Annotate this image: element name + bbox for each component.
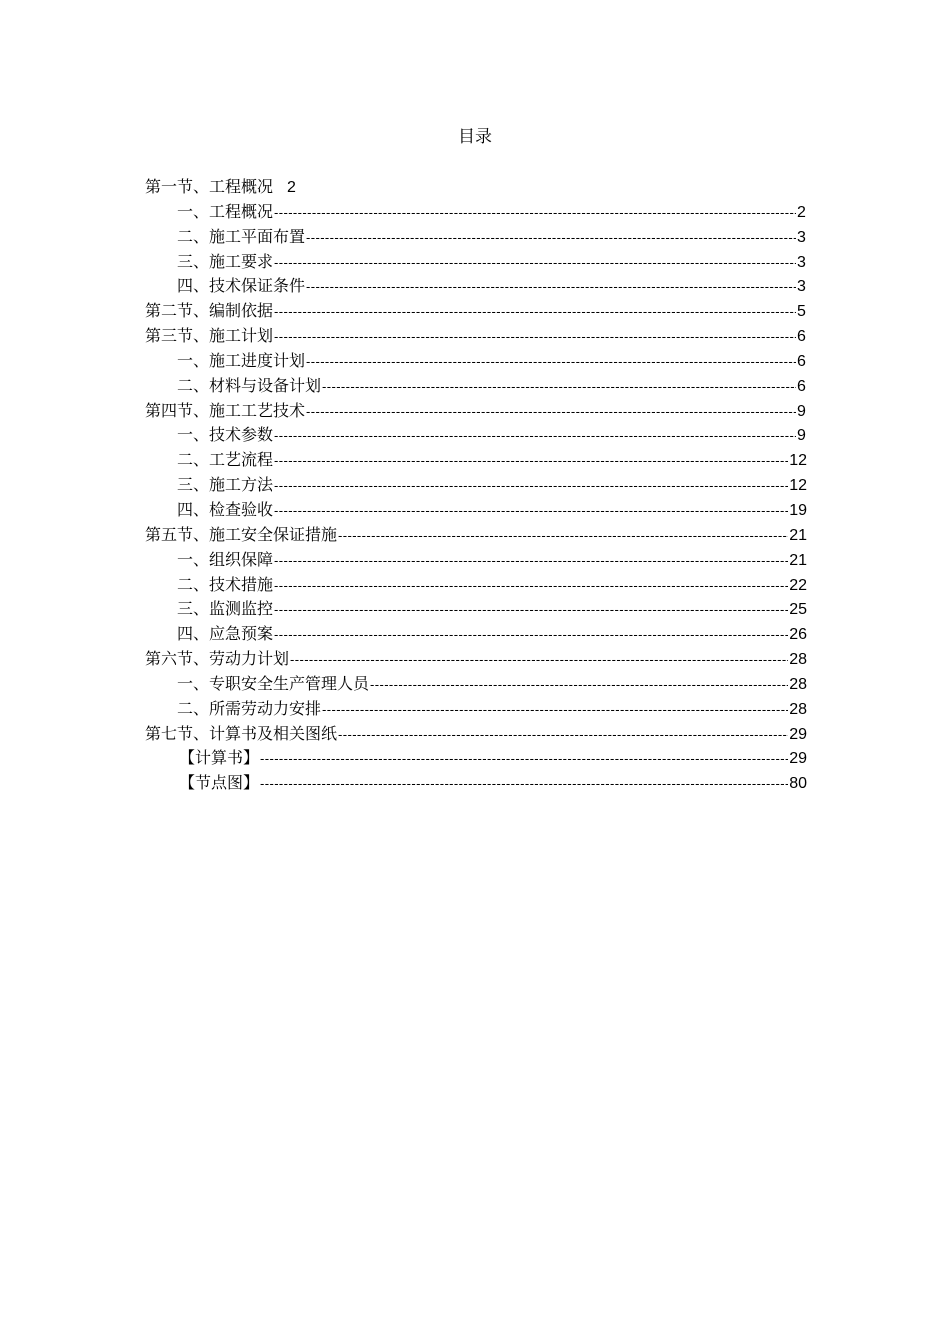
toc-dot-leader: [338, 723, 788, 748]
toc-entry-label: 第二节、编制依据: [145, 301, 274, 321]
toc-entry-label: 第三节、施工计划: [145, 326, 274, 346]
toc-entry-label: 【计算书】: [179, 748, 260, 768]
toc-entry[interactable]: [145, 299, 807, 324]
toc-entry-page-number: 80: [789, 775, 807, 793]
toc-entry-label: 二、技术措施: [177, 574, 274, 594]
toc-entry-label: 二、所需劳动力安排: [177, 698, 322, 718]
toc-entry[interactable]: [145, 175, 807, 200]
toc-entry[interactable]: [145, 672, 807, 697]
toc-entry-label: 一、专职安全生产管理人员: [177, 673, 370, 693]
toc-entry-page-number: 29: [789, 750, 807, 768]
toc-entry-label: 一、工程概况: [177, 201, 274, 221]
toc-dot-leader: [322, 698, 788, 723]
toc-dot-leader: [274, 549, 788, 574]
toc-list: [145, 175, 807, 796]
toc-entry-label: 一、组织保障: [177, 549, 274, 569]
toc-entry[interactable]: [145, 597, 807, 622]
toc-dot-leader: [274, 449, 788, 474]
toc-entry[interactable]: [145, 523, 807, 548]
toc-entry[interactable]: [145, 498, 807, 523]
toc-entry-label: 一、技术参数: [177, 425, 274, 445]
toc-entry-label: 二、施工平面布置: [177, 226, 306, 246]
toc-entry[interactable]: [145, 622, 807, 647]
toc-entry-label: 二、材料与设备计划: [177, 375, 322, 395]
toc-entry-page-number: 3: [797, 253, 806, 271]
toc-entry-page-number: 2: [797, 203, 806, 221]
toc-entry[interactable]: [145, 374, 807, 399]
toc-dot-leader: [274, 623, 788, 648]
toc-dot-leader: [274, 499, 788, 524]
toc-entry-label: 第七节、计算书及相关图纸: [145, 723, 338, 743]
toc-dot-leader: [274, 474, 788, 499]
toc-entry-label: 第六节、劳动力计划: [145, 649, 290, 669]
toc-entry-page-number: 28: [789, 675, 807, 693]
toc-entry-page-number: 29: [789, 725, 807, 743]
toc-entry-page-number: 6: [797, 328, 806, 346]
toc-entry-page-number: 12: [789, 477, 807, 495]
toc-dot-leader: [274, 598, 788, 623]
toc-entry-label: 第四节、施工工艺技术: [145, 400, 306, 420]
toc-dot-leader: [306, 275, 796, 300]
toc-entry-label: 三、施工方法: [177, 475, 274, 495]
toc-entry[interactable]: [145, 200, 807, 225]
toc-entry-page-number: 9: [797, 402, 806, 420]
toc-entry[interactable]: [145, 448, 807, 473]
toc-entry-page-number: 5: [797, 303, 806, 321]
toc-entry-label: 四、技术保证条件: [177, 276, 306, 296]
toc-entry-label: 四、应急预案: [177, 624, 274, 644]
toc-entry[interactable]: [145, 722, 807, 747]
toc-entry[interactable]: [145, 697, 807, 722]
toc-entry[interactable]: [145, 473, 807, 498]
toc-entry-page-number: 21: [789, 526, 807, 544]
toc-entry[interactable]: [145, 647, 807, 672]
toc-entry-page-number: 6: [797, 377, 806, 395]
toc-entry[interactable]: [145, 250, 807, 275]
toc-dot-leader: [322, 375, 796, 400]
toc-entry-label: 四、检查验收: [177, 499, 274, 519]
toc-entry-page-number: 6: [797, 352, 806, 370]
toc-entry-label: 第五节、施工安全保证措施: [145, 524, 338, 544]
toc-entry-page-number: 2: [287, 179, 296, 196]
toc-dot-leader: [274, 251, 796, 276]
toc-entry[interactable]: [145, 771, 807, 796]
toc-dot-leader: [338, 524, 788, 549]
toc-entry-page-number: 3: [797, 278, 806, 296]
toc-dot-leader: [306, 350, 796, 375]
toc-entry[interactable]: [145, 399, 807, 424]
toc-dot-leader: [370, 673, 788, 698]
toc-entry-page-number: 25: [789, 601, 807, 619]
toc-dot-leader: [274, 325, 796, 350]
toc-entry[interactable]: [145, 573, 807, 598]
toc-entry-page-number: 12: [789, 452, 807, 470]
toc-dot-leader: [290, 648, 788, 673]
toc-entry[interactable]: [145, 548, 807, 573]
toc-dot-leader: [274, 201, 796, 226]
toc-entry-label: 【节点图】: [179, 773, 260, 793]
toc-dot-leader: [260, 747, 788, 772]
toc-entry[interactable]: [145, 274, 807, 299]
toc-dot-leader: [274, 300, 796, 325]
toc-entry-page-number: 21: [789, 551, 807, 569]
toc-entry-page-number: 22: [789, 576, 807, 594]
toc-entry[interactable]: [145, 324, 807, 349]
toc-entry-page-number: 3: [797, 228, 806, 246]
toc-entry[interactable]: [145, 349, 807, 374]
toc-entry-page-number: 19: [789, 501, 807, 519]
toc-entry-page-number: 28: [789, 700, 807, 718]
toc-dot-leader: [260, 772, 788, 797]
toc-entry-label: 第一节、工程概况: [145, 177, 274, 196]
toc-entry[interactable]: [145, 225, 807, 250]
toc-dot-leader: [274, 574, 788, 599]
toc-entry-page-number: 28: [789, 651, 807, 669]
toc-entry[interactable]: [145, 746, 807, 771]
toc-entry-page-number: 9: [797, 427, 806, 445]
toc-dot-leader: [306, 226, 796, 251]
toc-entry-label: 二、工艺流程: [177, 450, 274, 470]
toc-entry-label: 一、施工进度计划: [177, 350, 306, 370]
toc-title: 目录: [458, 127, 492, 147]
toc-entry-label: 三、监测监控: [177, 599, 274, 619]
toc-entry[interactable]: [145, 423, 807, 448]
toc-dot-leader: [274, 424, 796, 449]
toc-dot-leader: [306, 400, 796, 425]
toc-entry-page-number: 26: [789, 626, 807, 644]
toc-entry-label: 三、施工要求: [177, 251, 274, 271]
